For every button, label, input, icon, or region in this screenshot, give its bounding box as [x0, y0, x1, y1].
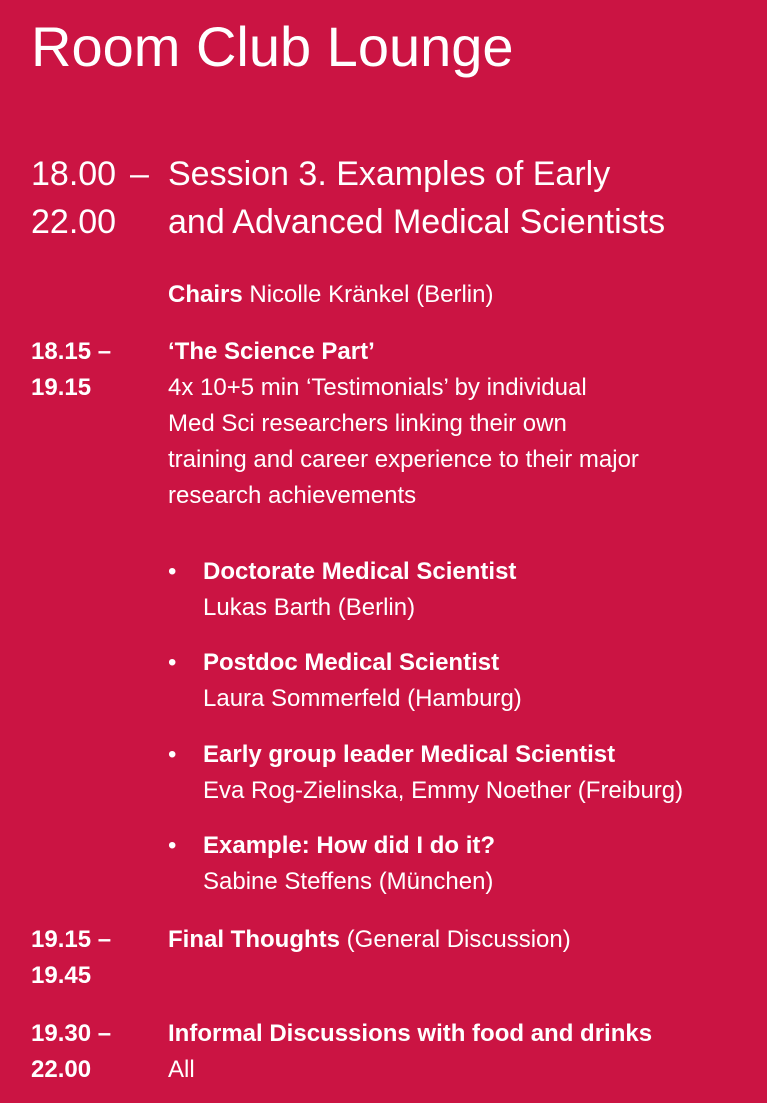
talk-speaker: Eva Rog-Zielinska, Emmy Noether (Freiburg) — [203, 777, 684, 804]
session-time-start: 18.00 — [31, 155, 117, 193]
chairs — [168, 277, 493, 313]
chairs-names: Nicolle Kränkel (Berlin) — [249, 281, 494, 308]
bullet-icon: • — [168, 741, 177, 768]
talk-speaker: Lukas Barth (Berlin) — [203, 594, 416, 621]
talk-title: Doctorate Medical Scientist — [203, 558, 517, 585]
slot-time-line-1: 19.30 – — [31, 1020, 112, 1047]
slot-detail: (General Discussion) — [346, 926, 571, 953]
slot-time-line-2: 19.15 — [31, 374, 92, 401]
slot-description-line-1: 4x 10+5 min ‘Testimonials’ by individual — [168, 374, 587, 401]
slot-time-final-thoughts — [31, 922, 161, 994]
session-time-dash: – — [130, 155, 149, 193]
slot-detail: All — [168, 1056, 195, 1083]
slot-time-informal-discussions — [31, 1016, 161, 1088]
chairs-label: Chairs — [168, 281, 243, 308]
bullet-icon: • — [168, 649, 177, 676]
slot-title: Final Thoughts — [168, 926, 340, 953]
slot-body-science-part — [168, 334, 639, 514]
slot-time-line-2: 19.45 — [31, 962, 92, 989]
slot-description-line-4: research achievements — [168, 482, 417, 509]
bullet-icon: • — [168, 558, 177, 585]
talk-title: Example: How did I do it? — [203, 832, 496, 859]
slot-time-science-part — [31, 334, 161, 406]
bullet-icon: • — [168, 832, 177, 859]
slot-description-line-2: Med Sci researchers linking their own — [168, 410, 567, 437]
talk-speaker: Sabine Steffens (München) — [203, 868, 494, 895]
slot-body-informal-discussions — [168, 1016, 652, 1088]
slot-body-final-thoughts — [168, 922, 571, 958]
talk-speaker: Laura Sommerfeld (Hamburg) — [203, 685, 522, 712]
session-title-line-1: Session 3. Examples of Early — [168, 155, 611, 193]
room-title: Room Club Lounge — [31, 15, 514, 78]
slot-description-line-3: training and career experience to their major — [168, 446, 639, 473]
slot-time-line-1: 19.15 – — [31, 926, 112, 953]
session-time — [31, 150, 166, 246]
talk-title: Postdoc Medical Scientist — [203, 649, 500, 676]
slot-title: Informal Discussions with food and drinks — [168, 1020, 653, 1047]
session-title-line-2: and Advanced Medical Scientists — [168, 203, 666, 241]
session-title — [168, 150, 665, 246]
slot-time-line-1: 18.15 – — [31, 338, 112, 365]
slot-title: ‘The Science Part’ — [168, 338, 375, 365]
session-time-end: 22.00 — [31, 203, 117, 241]
talk-title: Early group leader Medical Scientist — [203, 741, 616, 768]
slot-time-line-2: 22.00 — [31, 1056, 92, 1083]
